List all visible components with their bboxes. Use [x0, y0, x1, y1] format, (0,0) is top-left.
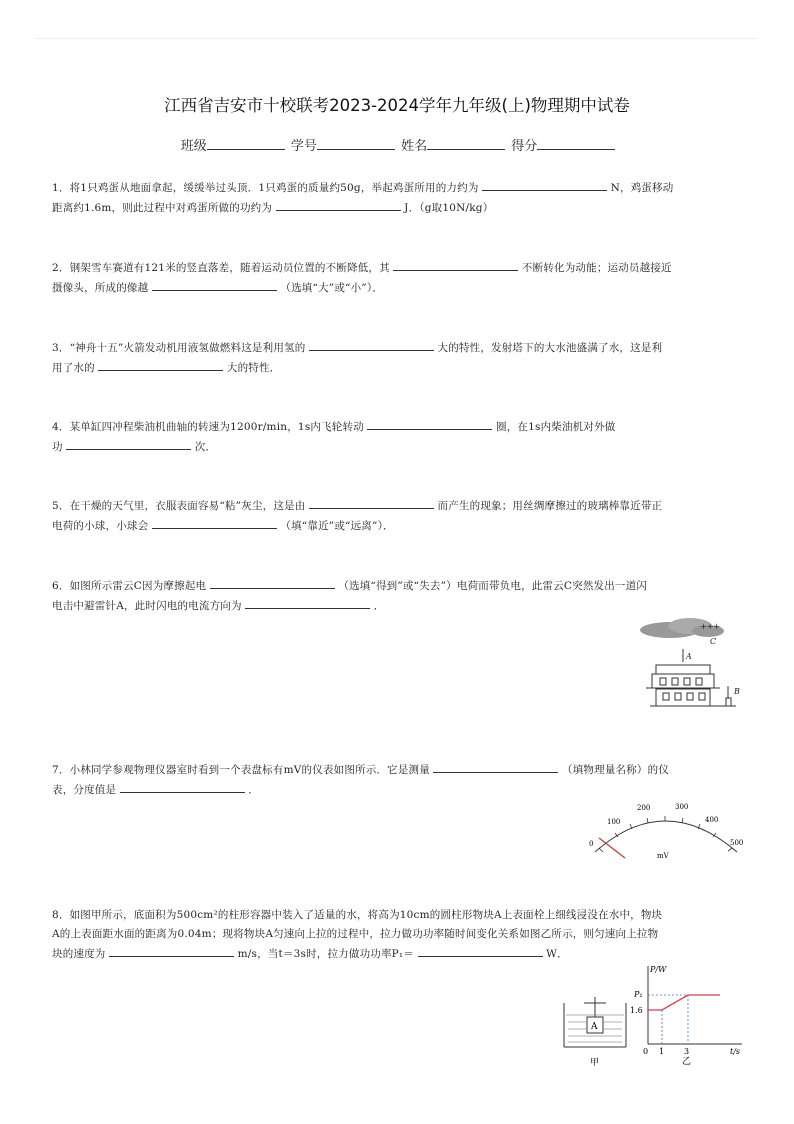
figure-caption: 乙	[682, 1057, 692, 1067]
answer-blank[interactable]	[98, 358, 223, 371]
answer-blank[interactable]	[120, 780, 245, 793]
answer-blank[interactable]	[309, 338, 434, 351]
rod-label: A	[686, 652, 692, 661]
tick-label: 500	[730, 839, 744, 847]
answer-blank[interactable]	[418, 944, 543, 957]
block-label: A	[591, 1022, 598, 1032]
power-time-graph	[624, 960, 746, 1070]
class-label: 班级	[180, 139, 207, 154]
x-tick-label: 0	[643, 1047, 649, 1056]
answer-blank[interactable]	[152, 516, 277, 529]
name-label: 姓名	[401, 139, 428, 154]
answer-blank[interactable]	[66, 437, 191, 450]
name-field[interactable]	[427, 137, 505, 150]
y-tick-label: 1.6	[630, 1006, 643, 1015]
answer-blank[interactable]	[276, 198, 401, 211]
guide-lines	[648, 995, 688, 1044]
power-curve	[648, 995, 720, 1010]
question-5: 5．在干燥的天气里，衣服表面容易“粘”灰尘，这是由 而产生的现象；用丝绸摩擦过的玻璃棒靠近带正 电荷的小球，小球会 （填“靠近”或“远离”）．	[52, 496, 742, 536]
answer-blank[interactable]	[367, 417, 492, 430]
cloud-charges: +++	[700, 622, 721, 631]
x-tick-label: 3	[684, 1047, 690, 1056]
cloud-label: C	[710, 637, 717, 646]
student-id-label: 学号	[290, 139, 317, 154]
lightning-figure	[630, 612, 750, 712]
y-axis-label: P/W	[650, 965, 667, 974]
student-id-field[interactable]	[317, 137, 395, 150]
answer-blank[interactable]	[393, 258, 518, 271]
meter-needle	[599, 838, 625, 858]
building	[646, 665, 736, 706]
tick-label: 0	[589, 840, 594, 848]
answer-blank[interactable]	[309, 496, 434, 509]
question-1: 1．将1只鸡蛋从地面拿起，缓缓举过头顶．1只鸡蛋的质量约50g，举起鸡蛋所用的力约为 N，鸡蛋移动 距离约1.6m，则此过程中对鸡蛋所做的功约为 J．（g取10N/kg）	[52, 178, 742, 218]
tick-label: 200	[637, 804, 651, 812]
tick-label: 400	[705, 816, 719, 824]
x-axis-label: t/s	[730, 1047, 741, 1056]
container-figure	[560, 995, 630, 1070]
millivoltmeter-figure	[585, 800, 745, 870]
tree-label: B	[734, 687, 740, 696]
question-6: 6．如图所示雷云C因为摩擦起电 （选填“得到”或“失去”）电荷而带负电，此雷云C突然发出一道闪 电击中避雷针A，此时闪电的电流方向为 ．	[52, 576, 742, 616]
answer-blank[interactable]	[433, 760, 558, 773]
tick-label: 300	[675, 803, 689, 811]
question-8: 8．如图甲所示，底面积为500cm²的柱形容器中装入了适量的水，将高为10cm的圆柱形物块A上表面栓上细线浸没在水中，物块 A的上表面距水面的距离为0.04m；现将物块A匀速向上拉的过程中，拉力做功功率随时间变化关系如图乙所示，则匀速向上拉物 块的速度为 m/s，当t＝3s时，拉力做功功率P₁＝ W．	[52, 909, 663, 960]
question-2: 2．钢架雪车赛道有121米的竖直落差，随着运动员位置的不断降低，其 不断转化为动能；运动员越接近 摄像头，所成的像越 （选填“大”或“小”）．	[52, 258, 742, 298]
answer-blank[interactable]	[210, 576, 335, 589]
answer-blank[interactable]	[152, 278, 277, 291]
answer-blank[interactable]	[482, 178, 607, 191]
figure-caption: 甲	[590, 1058, 600, 1068]
score-field[interactable]	[537, 137, 615, 150]
score-label: 得分	[511, 139, 538, 154]
question-7: 7．小林同学参观物理仪器室时看到一个表盘标有mV的仪表如图所示．它是测量 （填物理量名称）的仪 表，分度值是 ．	[52, 760, 742, 800]
x-tick-label: 1	[659, 1047, 665, 1056]
answer-blank[interactable]	[109, 944, 234, 957]
page-title: 江西省吉安市十校联考2023-2024学年九年级(上)物理期中试卷	[164, 96, 630, 115]
question-4: 4．某单缸四冲程柴油机曲轴的转速为1200r/min，1s内飞轮转动 圈，在1s内柴油机对外做 功 次．	[52, 417, 742, 457]
question-3: 3．“神舟十五”火箭发动机用液氢做燃料这是利用氢的 大的特性，发射塔下的大水池盛满了水，这是利 用了水的 大的特性．	[52, 338, 742, 378]
tick-label: 100	[607, 818, 621, 826]
answer-blank[interactable]	[245, 596, 370, 609]
class-field[interactable]	[207, 137, 285, 150]
meter-unit: mV	[657, 852, 669, 860]
p1-label: P₁	[634, 990, 643, 999]
header-rule	[36, 38, 758, 39]
student-info-fields	[0, 135, 794, 154]
